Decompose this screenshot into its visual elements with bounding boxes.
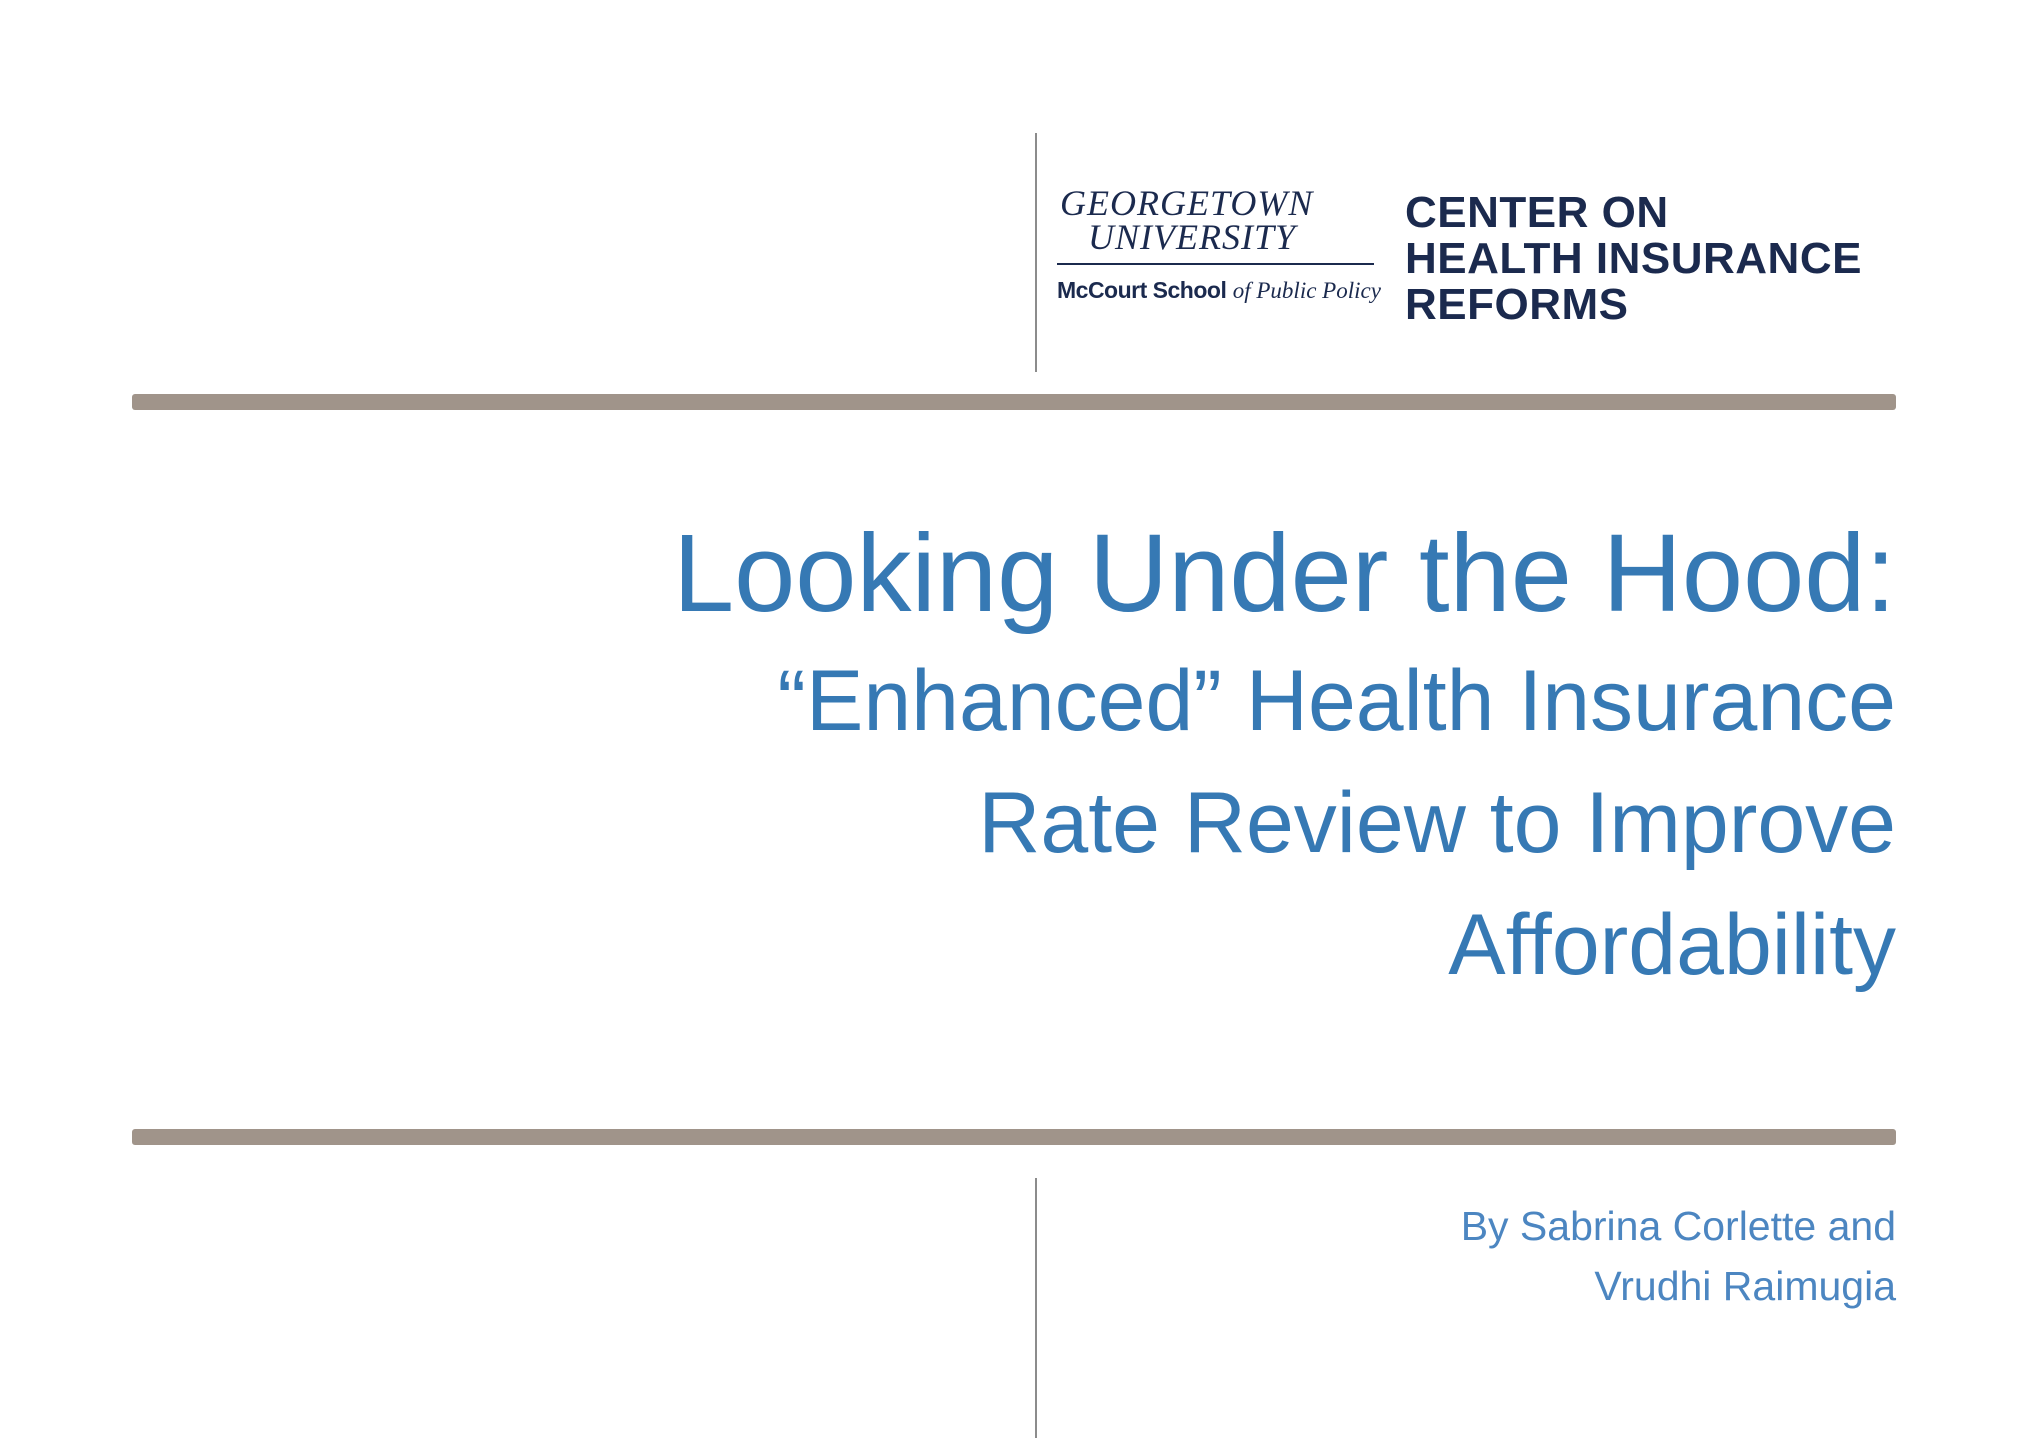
title-main: Looking Under the Hood: bbox=[672, 512, 1896, 635]
center-name-line-1: CENTER ON bbox=[1405, 188, 1669, 237]
logo-school-bold: McCourt School bbox=[1057, 277, 1227, 303]
subtitle-line-3: Affordability bbox=[1448, 897, 1896, 993]
vertical-divider-top bbox=[1035, 133, 1037, 372]
subtitle-line-1: “Enhanced” Health Insurance bbox=[777, 653, 1896, 749]
byline-line-2: Vrudhi Raimugia bbox=[1594, 1263, 1896, 1309]
top-divider-bar bbox=[132, 394, 1896, 410]
logo-wordmark-line-2: UNIVERSITY bbox=[1088, 217, 1296, 257]
center-name-logo bbox=[1405, 190, 1862, 328]
georgetown-university-logo bbox=[1057, 183, 1381, 304]
logo-school-name bbox=[1057, 277, 1381, 304]
bottom-divider-bar bbox=[132, 1129, 1896, 1145]
byline-line-1: By Sabrina Corlette and bbox=[1460, 1203, 1896, 1249]
title-subtitle bbox=[673, 640, 1896, 1006]
logo-rule bbox=[1057, 263, 1374, 265]
center-name-line-2: HEALTH INSURANCE bbox=[1405, 234, 1862, 283]
logo-school-italic: of Public Policy bbox=[1232, 278, 1381, 303]
center-name-line-3: REFORMS bbox=[1405, 280, 1629, 329]
vertical-divider-bottom bbox=[1035, 1178, 1037, 1438]
logo-wordmark-line-1: GEORGETOWN bbox=[1060, 183, 1314, 223]
report-title bbox=[673, 512, 1896, 1006]
authors-byline bbox=[1461, 1196, 1896, 1316]
subtitle-line-2: Rate Review to Improve bbox=[978, 775, 1896, 871]
